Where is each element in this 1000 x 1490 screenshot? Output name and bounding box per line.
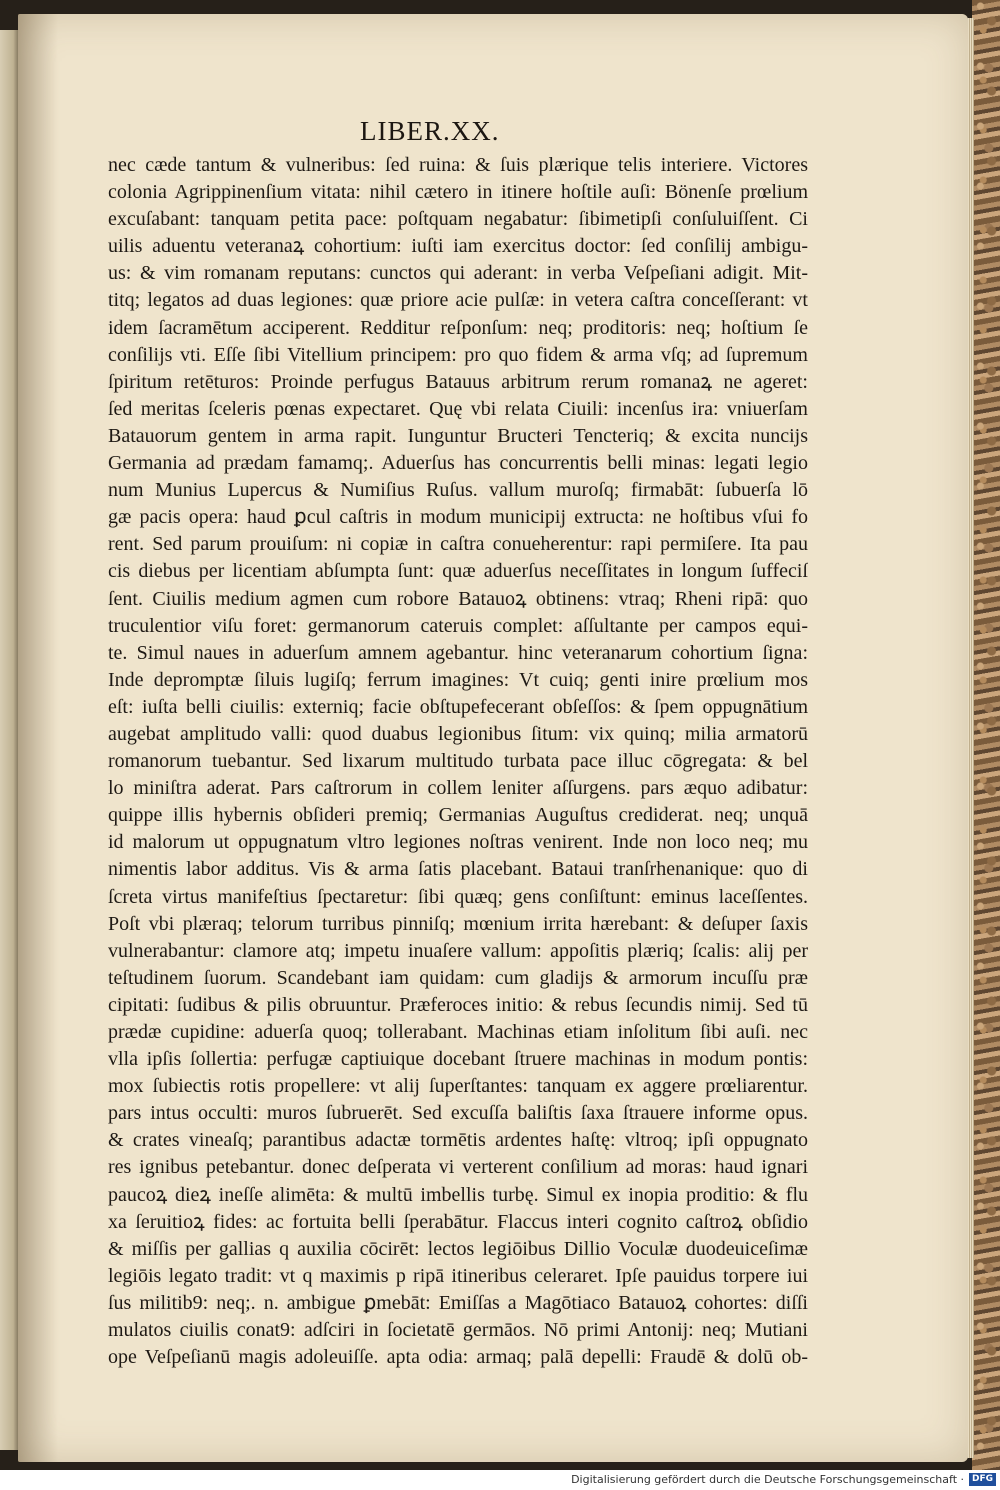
text-line: num Munius Lupercus & Numiſius Ruſus. vallum muroſq; firmabāt: ſubuerſa lō [108,479,808,502]
text-line: gæ pacis opera: haud ꝑcul caſtris in modum municipij extructa: ne hoſtibus vſui fo [108,506,808,529]
text-line: uilis aduentu veteranaꝝ cohortium: iuſti iam exercitus doctor: ſed conſilij ambigu- [108,235,808,258]
footer-bar [0,1470,1000,1490]
text-line: excuſabant: tanquam petita pace: poſtquam negabatur: ſibimetipſi conſuluiſſent. Ci [108,208,808,231]
marbled-cover-board [972,0,1000,1470]
text-line: Poſt vbi plæraq; telorum turribus pinniſq; mœnium irrita hærebant: & deſuper ſaxis [108,912,808,935]
text-line: teſtudinem ſuorum. Scandebant iam quidam: cum gladijs & armorum incuſſu præ [108,966,808,989]
gutter-shadow [18,14,58,1462]
text-line: Germania ad prædam famamq;. Aduerſus has concurrentis belli minas: legati legio [108,452,808,475]
text-line: idem ſacramētum acciperent. Redditur reſponſum: neq; proditoris: neq; hoſtium ſe [108,316,808,339]
text-line: res ignibus petebantur. donec deſperata vi verterent conſilium ad moras: haud ignari [108,1156,808,1179]
text-line: ſpiritum retēturos: Proinde perfugus Batauus arbitrum rerum romanaꝝ ne ageret: [108,370,808,393]
footer-credit: Digitalisierung gefördert durch die Deutsche Forschungsgemeinschaft · [571,1473,964,1486]
text-line: augebat amplitudo valli: quod duabus legionibus ſitum: vix quinq; milia armatorū [108,722,808,745]
text-line: truculentior viſu foret: germanorum cateruis complet: aſſultante per campos equi- [108,614,808,637]
text-line: lo miniſtra aderat. Pars caſtrorum in collem leniter aſſurgens. pars æquo adibatur: [108,777,808,800]
text-line: id malorum ut oppugnatum vltro legiones noſtras venirent. Inde non loco neq; mu [108,831,808,854]
text-line: vulnerabantur: clamore atq; impetu inuaſere vallum: appoſitis plæriq; ſcalis: alij per [108,939,808,962]
text-line: cis diebus per licentiam abſumpta ſunt: quæ aduerſus neceſſitates in longum ſuffeciſ [108,560,808,583]
text-line: & crates vineaſq; parantibus adactæ tormētis ardentes haſtę: vltroq; ipſi oppugnato [108,1129,808,1152]
text-line: rent. Sed parum prouiſum: ni copiæ in caſtra conueherentur: rapi permiſere. Ita pau [108,533,808,556]
text-line: colonia Agrippinenſium vitata: nihil cætero in itinere hoſtile auſi: Bönenſe prœlium [108,181,808,204]
text-line: ſed meritas ſceleris pœnas expectaret. Quę vbi relata Ciuili: incenſus ira: vniuerſam [108,397,808,420]
text-line: quippe illis hybernis obſideri premiq; Germanias Auguſtus crediderat. neq; unquā [108,804,808,827]
text-line: pars intus occulti: muros ſubruerēt. Sed excuſſa baliſtis ſaxa ſtrauere informe opus. [108,1102,808,1125]
text-line: vlla ipſis ſollertia: perfugæ captiuique docebant ſtruere machinas in modum pontis: [108,1048,808,1071]
text-line: cipitati: ſudibus & pilis obruuntur. Præferoces initio: & rebus ſecundis nimij. Sed tū [108,993,808,1016]
text-line: ſcreta virtus manifeſtius ſpectaretur: ſibi quæq; gens conſiſtunt: eminus laceſſentes. [108,885,808,908]
text-line: Batauorum gentem in arma rapit. Iunguntur Bructeri Tencteriq; & excita nuncijs [108,424,808,447]
text-line: & miſſis per gallias q auxilia cōcirēt: lectos legiōibus Dillio Voculæ duodeuiceſimæ [108,1237,808,1260]
running-head: LIBER.XX. [360,116,500,146]
text-line: legiōis legato tradit: vt q maximis p ripā itineribus celeraret. Ipſe pauidus torpere iui [108,1264,808,1287]
text-line: nimentis labor additus. Vis & arma ſatis placebant. Bataui tranſrhenanique: quo di [108,858,808,881]
text-line: mulatos ciuilis conat9: adſciri in ſocietatē germāos. Nō primi Antonij: neq; Mutiani [108,1319,808,1342]
text-line: mox ſubiectis rotis propellere: vt alij ſuperſtantes: tanquam ex aggere prœliarentur. [108,1075,808,1098]
text-line: titq; legatos ad duas legiones: quæ priore acie pulſæ: in vetera caſtra conceſſerant: vt [108,289,808,312]
book-page [18,14,968,1462]
text-line: nec cæde tantum & vulneribus: ſed ruina: & ſuis plærique telis interiere. Victores [108,154,808,176]
text-line: conſilijs vti. Eſſe ſibi Vitellium principem: pro quo fidem & arma vſq; ad ſupremum [108,343,808,366]
dfg-logo: DFG [969,1473,996,1486]
text-line: ſent. Ciuilis medium agmen cum robore Batauoꝝ obtinens: vtraq; Rheni ripā: quo [108,587,808,610]
text-line: us: & vim romanam reputans: cunctos qui aderant: in verba Veſpeſiani adigit. Mit- [108,262,808,285]
text-line: romanorum tuebantur. Sed lixarum multitudo turbata pace illuc cōgregata: & bel [108,750,808,773]
text-line: ope Veſpeſianū magis adoleuiſſe. apta odia: armaq; palā depelli: Fraudē & dolū ob- [108,1346,808,1369]
text-line: ſus militib9: neq;. n. ambigue ꝑmebāt: Emiſſas a Magōtiaco Batauoꝝ cohortes: diſſi [108,1291,808,1314]
text-line: xa ſeruitioꝝ fides: ac fortuita belli ſperabātur. Flaccus interi cognito caſtroꝝ obſidio [108,1210,808,1233]
text-block [108,152,808,1371]
text-line: paucoꝝ dieꝝ ineſſe alimēta: & multū imbellis turbę. Simul ex inopia proditio: & flu [108,1183,808,1206]
text-line: eſt: iuſta belli ciuilis: externiq; facie obſtupefecerant obſeſſos: & ſpem oppugnātium [108,695,808,718]
text-line: prædæ cupidine: aduerſa quoq; tollerabant. Machinas etiam inſolitum ſibi auſi. nec [108,1021,808,1043]
text-line: Inde depromptæ ſiluis lugiſq; ferrum imagines: Vt cuiq; genti inire prœlium mos [108,668,808,691]
text-line: te. Simul naues in aduerſum amnem agebantur. hinc veteranarum cohortium ſigna: [108,641,808,664]
